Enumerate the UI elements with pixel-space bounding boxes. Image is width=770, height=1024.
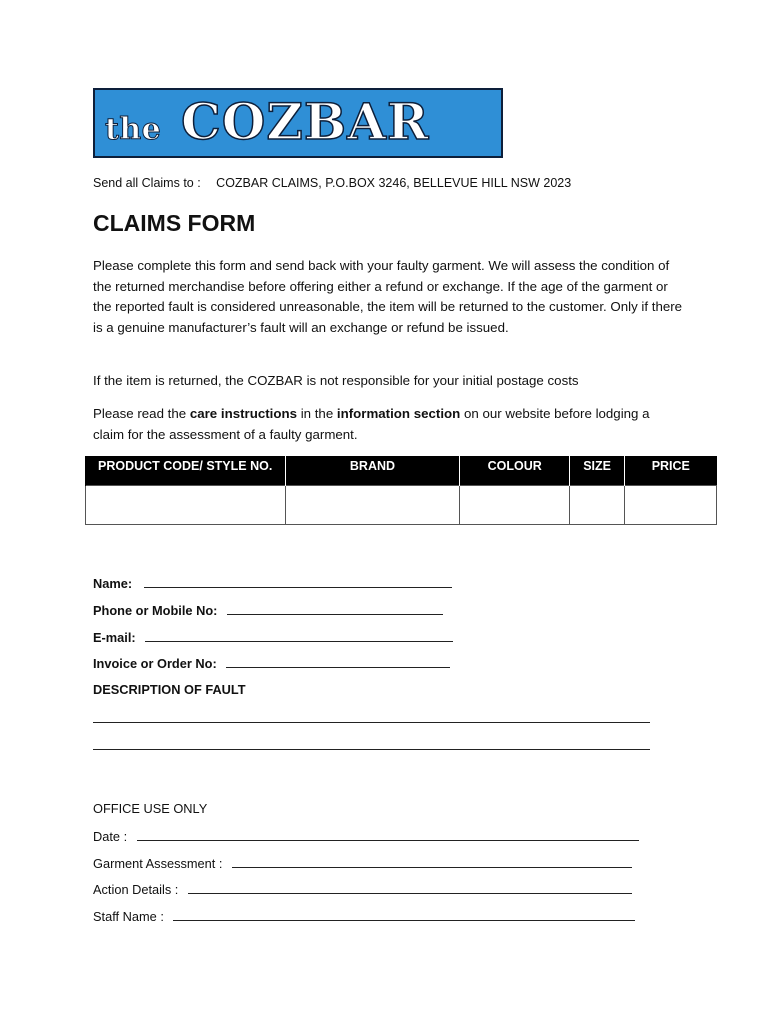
invoice-label: Invoice or Order No:	[93, 656, 217, 671]
staff-input-line[interactable]	[173, 908, 635, 921]
office-use-heading: OFFICE USE ONLY	[93, 801, 208, 816]
name-input-line[interactable]	[144, 575, 452, 588]
name-label: Name:	[93, 576, 133, 591]
information-section-text: information section	[336, 406, 461, 421]
page-title: CLAIMS FORM	[93, 210, 256, 236]
table-header-row	[86, 456, 717, 486]
phone-input-line[interactable]	[227, 602, 443, 615]
logo-prefix: the	[105, 112, 162, 147]
send-label: Send all Claims to :	[93, 176, 201, 190]
care-text-3: on our website before lodging a claim for the assessment of a faulty garment.	[93, 406, 650, 442]
invoice-field-row	[93, 655, 450, 671]
colour-cell[interactable]	[460, 486, 570, 525]
name-field-row	[93, 575, 452, 591]
care-instructions-link-text: care instructions	[189, 406, 297, 421]
table-row	[86, 486, 717, 525]
product-code-cell[interactable]	[86, 486, 286, 525]
postage-paragraph: If the item is returned, the COZBAR is not responsible for your initial postage costs	[93, 373, 579, 388]
price-cell[interactable]	[625, 486, 717, 525]
staff-label: Staff Name :	[93, 909, 164, 924]
date-label: Date :	[93, 829, 128, 844]
fault-label: DESCRIPTION OF FAULT	[93, 682, 246, 697]
email-field-row	[93, 629, 453, 645]
cozbar-logo	[93, 88, 503, 158]
intro-paragraph: Please complete this form and send back with your faulty garment. We will assess the condition of the returned merchandise before offering either a refund or exchange. If the age of the garment or the reported fault is considered unreasonable, the item will be returned to the customer. Only if there is a genuine manufacturer’s fault will an exchange or refund be issued.	[93, 258, 683, 335]
size-cell[interactable]	[570, 486, 625, 525]
email-label: E-mail:	[93, 630, 136, 645]
email-input-line[interactable]	[145, 629, 453, 642]
assessment-input-line[interactable]	[232, 855, 632, 868]
col-colour: COLOUR	[460, 456, 570, 486]
care-text-1: Please read the	[93, 406, 190, 421]
fault-line-1[interactable]	[93, 722, 650, 723]
assessment-label: Garment Assessment :	[93, 856, 223, 871]
phone-field-row	[93, 602, 443, 618]
col-price: PRICE	[625, 456, 717, 486]
action-field-row	[93, 881, 632, 897]
date-input-line[interactable]	[137, 828, 639, 841]
col-size: SIZE	[570, 456, 625, 486]
staff-field-row	[93, 908, 635, 924]
send-claims-row	[93, 176, 571, 190]
invoice-input-line[interactable]	[226, 655, 450, 668]
action-input-line[interactable]	[188, 881, 632, 894]
action-label: Action Details :	[93, 882, 179, 897]
col-product-code: PRODUCT CODE/ STYLE NO.	[86, 456, 286, 486]
phone-label: Phone or Mobile No:	[93, 603, 218, 618]
assessment-field-row	[93, 855, 632, 871]
col-brand: BRAND	[285, 456, 460, 486]
brand-cell[interactable]	[285, 486, 460, 525]
care-text-2: in the	[297, 406, 337, 421]
date-field-row	[93, 828, 639, 844]
claims-address: COZBAR CLAIMS, P.O.BOX 3246, BELLEVUE HILL NSW 2023	[216, 176, 572, 190]
care-paragraph	[93, 404, 683, 445]
product-table	[85, 456, 717, 525]
fault-line-2[interactable]	[93, 749, 650, 750]
logo-name: COZBAR	[181, 92, 430, 151]
